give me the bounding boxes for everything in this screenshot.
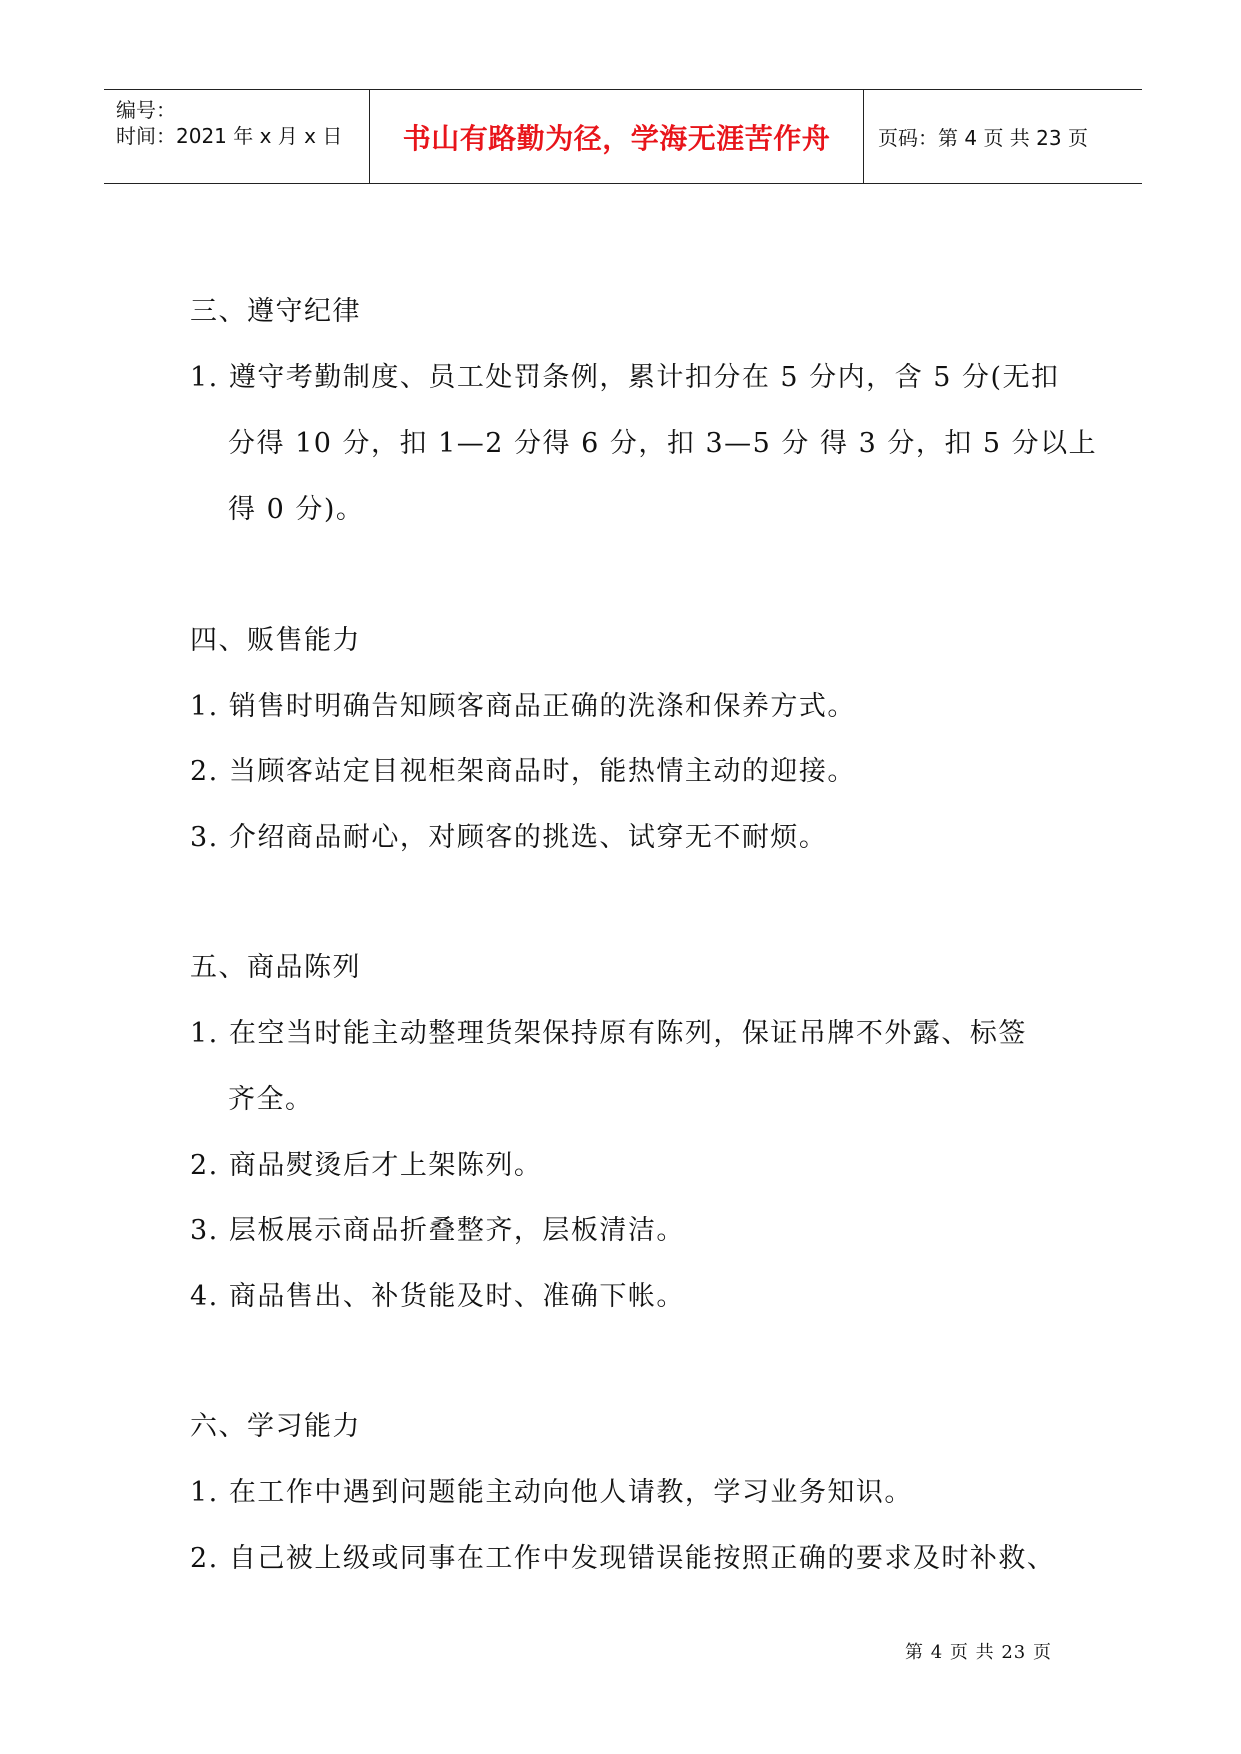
header-motto-cell [369, 90, 864, 183]
document-time-label: 时间：2021 年 x 月 x 日 [116, 124, 343, 148]
header-page-code: 页码：第 4 页 共 23 页 [878, 126, 1088, 150]
section-heading: 六、学习能力 [190, 1411, 361, 1442]
section-heading: 三、遵守纪律 [190, 296, 361, 327]
list-item-continuation: 得 0 分)。 [228, 494, 365, 525]
document-header [104, 89, 1142, 184]
list-item-line: 3. 层板展示商品折叠整齐，层板清洁。 [190, 1215, 685, 1246]
list-item-line: 2. 当顾客站定目视柜架商品时，能热情主动的迎接。 [190, 756, 856, 787]
section-heading: 五、商品陈列 [190, 952, 361, 983]
list-item-line: 1. 在空当时能主动整理货架保持原有陈列，保证吊牌不外露、标签 [190, 1018, 1027, 1049]
document-number-label: 编号： [116, 98, 176, 122]
list-item-line: 4. 商品售出、补货能及时、准确下帐。 [190, 1281, 685, 1312]
section-heading: 四、贩售能力 [190, 625, 361, 656]
list-item-continuation: 分得 10 分，扣 1—2 分得 6 分，扣 3—5 分 得 3 分，扣 5 分以上 [228, 428, 1098, 459]
list-item-line: 1. 遵守考勤制度、员工处罚条例，累计扣分在 5 分内，含 5 分(无扣 [190, 362, 1060, 393]
list-item-line: 2. 商品熨烫后才上架陈列。 [190, 1150, 543, 1181]
list-item-line: 3. 介绍商品耐心，对顾客的挑选、试穿无不耐烦。 [190, 822, 828, 853]
page-footer: 第 4 页 共 23 页 [905, 1642, 1052, 1663]
list-item-line: 1. 在工作中遇到问题能主动向他人请教，学习业务知识。 [190, 1477, 913, 1508]
header-page-cell [864, 90, 1142, 183]
list-item-continuation: 齐全。 [228, 1084, 314, 1115]
list-item-line: 2. 自己被上级或同事在工作中发现错误能按照正确的要求及时补救、 [190, 1543, 1056, 1574]
list-item-line: 1. 销售时明确告知顾客商品正确的洗涤和保养方式。 [190, 691, 856, 722]
header-motto: 书山有路勤为径，学海无涯苦作舟 [402, 121, 831, 155]
header-meta-cell [104, 90, 369, 183]
